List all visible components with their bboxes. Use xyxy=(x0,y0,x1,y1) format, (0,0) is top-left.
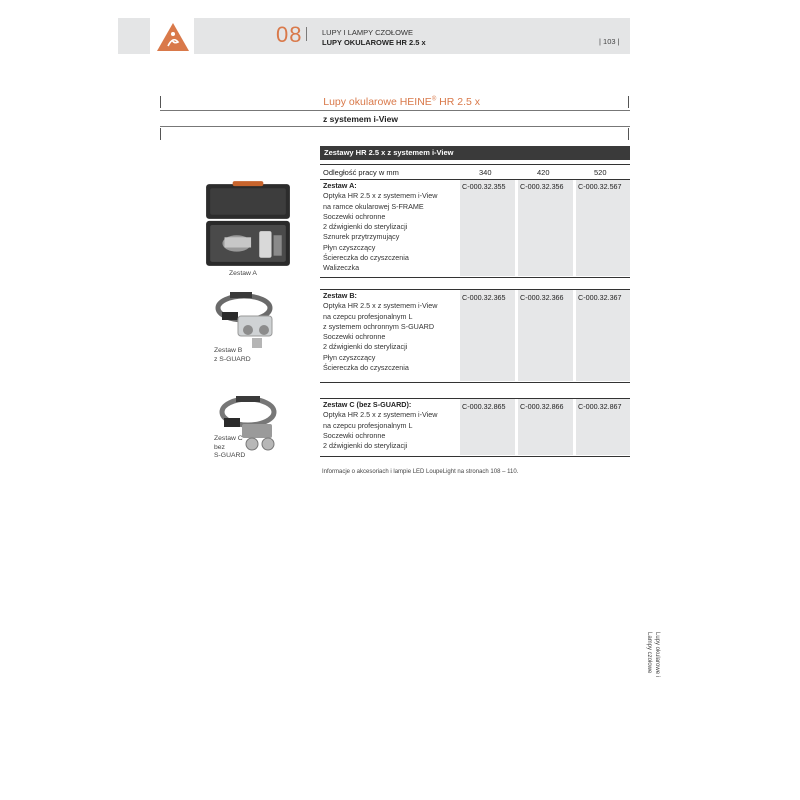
set-b-line: Optyka HR 2.5 x z systemem i-View xyxy=(323,301,438,311)
chapter-subtitle: LUPY OKULAROWE HR 2.5 x xyxy=(322,38,426,47)
chapter-number: 08 xyxy=(276,22,303,47)
set-c-caption-line: Zestaw C xyxy=(214,435,243,442)
set-c-line: na czepcu profesjonalnym L xyxy=(323,420,413,430)
set-a-line: Sznurek przytrzymujący xyxy=(323,232,400,242)
heine-logo-icon xyxy=(156,22,190,52)
column-420: 420 xyxy=(537,168,550,177)
set-a-description xyxy=(323,181,438,274)
set-a-code-520: C-000.32.567 xyxy=(578,182,622,191)
set-c-bottom-line xyxy=(320,456,630,457)
set-c-line: Soczewki ochronne xyxy=(323,430,386,440)
set-b-headband-image xyxy=(208,286,288,356)
column-340: 340 xyxy=(479,168,492,177)
set-b-line: Soczewki ochronne xyxy=(323,332,386,342)
set-b-bottom-line xyxy=(320,382,630,383)
set-c-caption xyxy=(214,435,245,461)
section-title-main: Lupy okularowe HEINE xyxy=(323,96,432,108)
set-a-cell-520 xyxy=(576,180,630,276)
set-c-code-520: C-000.32.867 xyxy=(578,402,622,411)
table-title: Zestawy HR 2.5 x z systemem i-View xyxy=(324,148,454,157)
distance-label: Odległość pracy w mm xyxy=(323,168,399,177)
section-subtitle-row xyxy=(160,112,630,127)
set-c-name: Zestaw C (bez S-GUARD): xyxy=(323,400,412,409)
set-a-case-image xyxy=(202,178,294,270)
side-chapter-label xyxy=(640,632,660,678)
chapter-separator xyxy=(306,27,307,41)
registered-mark: ® xyxy=(431,96,437,103)
set-b-code-420: C-000.32.366 xyxy=(520,293,564,302)
set-c-code-340: C-000.32.865 xyxy=(462,402,506,411)
set-a-line: na ramce okularowej S-FRAME xyxy=(323,201,424,211)
section-title-row xyxy=(160,96,630,111)
set-a-line: Walizeczka xyxy=(323,263,360,273)
set-a-name: Zestaw A: xyxy=(323,181,357,190)
set-c-code-420: C-000.32.866 xyxy=(520,402,564,411)
set-b-line: Ściereczka do czyszczenia xyxy=(323,363,409,373)
set-c-line: Optyka HR 2.5 x z systemem i-View xyxy=(323,410,438,420)
set-a-line: Optyka HR 2.5 x z systemem i-View xyxy=(323,191,438,201)
set-a-line: Ściereczka do czyszczenia xyxy=(323,253,409,263)
set-c-caption-line: S-GUARD xyxy=(214,452,246,459)
set-b-name: Zestaw B: xyxy=(323,291,357,300)
set-a-caption-line: Zestaw A xyxy=(229,270,257,277)
page-number: | 103 | xyxy=(599,37,620,46)
set-b-code-520: C-000.32.367 xyxy=(578,293,622,302)
subsection-right-bar xyxy=(628,128,629,140)
set-b-caption-line: z S-GUARD xyxy=(214,355,251,363)
set-a-line: Soczewki ochronne xyxy=(323,211,386,221)
set-b-line: 2 dźwigienki do sterylizacji xyxy=(323,342,408,352)
set-c-line: 2 dźwigienki do sterylizacji xyxy=(323,441,408,451)
set-a-cell-420 xyxy=(518,180,573,276)
set-a-line: 2 dźwigienki do sterylizacji xyxy=(323,222,408,232)
side-label-line: Lupy okularowe i xyxy=(654,632,660,678)
set-a-code-340: C-000.32.355 xyxy=(462,182,506,191)
set-b-line: na czepcu profesjonalnym L xyxy=(323,311,413,321)
table-header-line xyxy=(320,164,630,165)
table-title-bar xyxy=(320,146,630,160)
set-b-caption xyxy=(214,347,251,364)
chapter-title: LUPY I LAMPY CZOŁOWE xyxy=(322,28,413,37)
set-b-cell-420 xyxy=(518,290,573,381)
subsection-left-bar xyxy=(160,128,161,140)
set-b-line: z systemem ochronnym S-GUARD xyxy=(323,321,435,331)
set-b-cell-340 xyxy=(460,290,515,381)
set-b-description xyxy=(323,291,438,373)
set-b-caption-line: Zestaw B xyxy=(214,347,243,354)
set-c-description xyxy=(323,400,438,451)
side-label-line: Lampy czołowe xyxy=(646,632,653,674)
section-title-model: HR 2.5 x xyxy=(436,96,480,108)
set-b-cell-520 xyxy=(576,290,630,381)
set-a-caption xyxy=(229,270,257,279)
section-title xyxy=(323,96,480,108)
set-b-code-340: C-000.32.365 xyxy=(462,293,506,302)
set-c-caption-line: bez xyxy=(214,443,225,451)
set-b-line: Płyn czyszczący xyxy=(323,352,376,362)
accessories-footnote: Informacje o akcesoriach i lampie LED LoupeLight na stronach 108 – 110. xyxy=(322,469,519,475)
set-a-line: Płyn czyszczący xyxy=(323,242,376,252)
set-a-code-420: C-000.32.356 xyxy=(520,182,564,191)
set-a-bottom-line xyxy=(320,277,630,278)
column-520: 520 xyxy=(594,168,607,177)
section-subtitle: z systemem i-View xyxy=(323,114,398,124)
set-a-cell-340 xyxy=(460,180,515,276)
